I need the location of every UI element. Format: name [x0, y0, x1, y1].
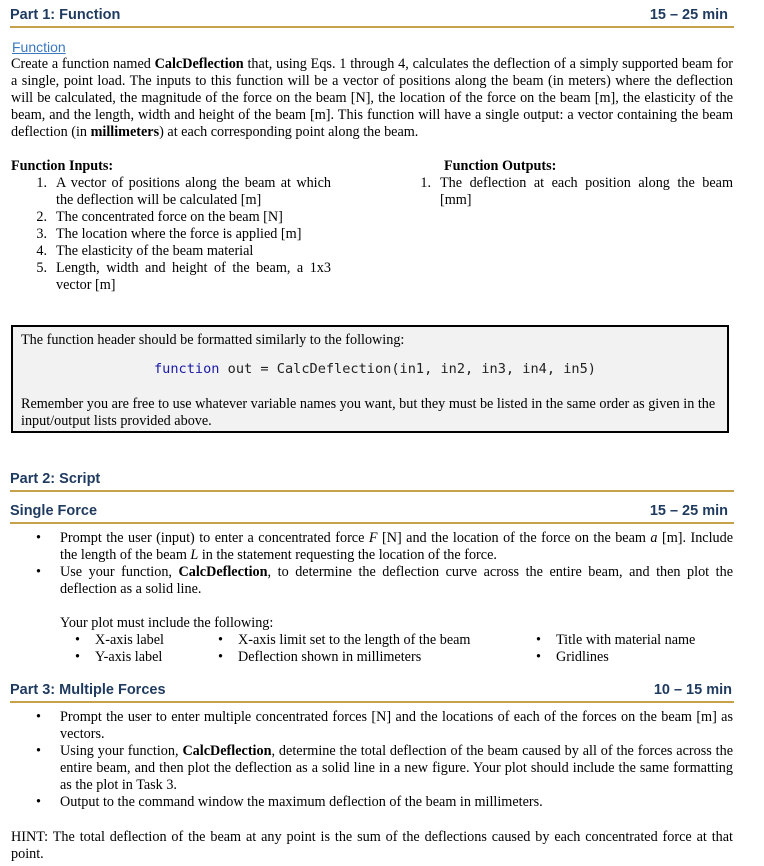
list-item	[36, 794, 733, 811]
list-item	[218, 632, 470, 649]
list-item	[75, 632, 164, 649]
part3-time: 10 – 15 min	[653, 682, 732, 698]
bullet-icon: •	[218, 632, 223, 648]
bullet-icon: •	[36, 794, 41, 810]
bullet-icon: •	[36, 564, 41, 580]
item-number: 4.	[36, 243, 47, 259]
requirement-text: Y-axis label	[95, 649, 163, 665]
list-item	[36, 530, 733, 564]
requirements-col-2	[218, 632, 470, 666]
list-item	[36, 709, 733, 743]
input-item	[11, 175, 331, 209]
function-header-code	[154, 361, 596, 377]
list-item	[75, 649, 164, 666]
text-segment: Prompt the user (input) to enter a concentrated force	[60, 530, 369, 546]
bullet-icon: •	[218, 649, 223, 665]
inputs-title: Function Inputs:	[11, 158, 114, 174]
requirement-text: X-axis label	[95, 632, 164, 648]
function-subheading: Function	[12, 39, 66, 55]
text-segment: , determine the total deflection of the beam caused by all of the forces across the entire beam, and then plot the deflection as a solid line in a new figure. Your plot should include the same formatting as the plot in Task 3.	[60, 743, 733, 793]
item-text: Length, width and height of the beam, a 1x3 vector [m]	[56, 260, 331, 293]
function-header-box	[11, 325, 729, 433]
part1-time: 15 – 25 min	[649, 7, 728, 23]
single-force-header	[10, 500, 734, 524]
part2-title: Part 2: Script	[10, 471, 101, 487]
text-segment: [m]. Include the length of the beam	[60, 530, 734, 563]
item-text: The elasticity of the beam material	[56, 243, 254, 259]
requirement-text: Deflection shown in millimeters	[238, 649, 422, 665]
text-segment: Use your function,	[60, 564, 179, 580]
single-force-title: Single Force	[10, 503, 98, 519]
desc-text-2: that, using Eqs. 1 through 4, calculates the deflection of a simply supported beam for a single, point load. The inputs to this function will be a vector of positions along the beam (in meters) where the deflection will be calculated, the magnitude of the force on the beam [N], the location of the force on the beam [m], the elasticity of the beam, and the length, width and height of the beam [m]. This function will have a single output: a vector containing the beam deflection (in	[11, 56, 733, 140]
function-inputs	[11, 158, 331, 294]
item-number: 3.	[36, 226, 47, 242]
code-keyword: function	[154, 361, 220, 377]
desc-text-3: ) at each corresponding point along the beam.	[159, 124, 419, 140]
input-item	[11, 260, 331, 294]
desc-function-name: CalcDeflection	[154, 56, 244, 72]
item-number: 1.	[420, 175, 431, 191]
bullet-text	[60, 743, 733, 794]
item-number: 2.	[36, 209, 47, 225]
item-number: 1.	[36, 175, 47, 191]
hint-text: HINT: The total deflection of the beam at any point is the sum of the deflections caused by each concentrated force at that point.	[11, 829, 733, 862]
text-segment: , to determine the deflection curve across the entire beam, and then plot the deflection as a solid line.	[60, 564, 733, 597]
list-item	[536, 649, 695, 666]
item-text: The location where the force is applied [m]	[56, 226, 302, 242]
box-note: Remember you are free to use whatever variable names you want, but they must be listed in the same order as given in the input/output lists provided above.	[21, 396, 716, 429]
part3-header	[10, 679, 734, 703]
bullet-icon: •	[36, 743, 41, 759]
bullet-icon: •	[36, 709, 41, 725]
item-text: A vector of positions along the beam at which the deflection will be calculated [m]	[56, 175, 331, 208]
requirements-col-1	[75, 632, 164, 666]
bullet-text: Output to the command window the maximum deflection of the beam in millimeters.	[60, 794, 543, 810]
bullet-text	[60, 564, 733, 598]
input-item	[11, 226, 331, 243]
multiple-forces-bullets	[36, 709, 733, 811]
input-item	[11, 209, 331, 226]
desc-text-1: Create a function named	[11, 56, 155, 72]
output-item	[395, 175, 733, 209]
bullet-icon: •	[75, 649, 80, 665]
box-intro: The function header should be formatted similarly to the following:	[21, 332, 405, 348]
text-segment: [N] and the location of the force on the beam	[377, 530, 651, 546]
text-segment: Using your function,	[60, 743, 183, 759]
function-outputs	[395, 158, 733, 209]
function-name: CalcDeflection	[178, 564, 268, 580]
bullet-text	[60, 530, 733, 564]
part1-header	[10, 4, 734, 28]
var-F: F	[368, 530, 378, 546]
outputs-title: Function Outputs:	[444, 158, 557, 174]
list-item	[536, 632, 695, 649]
plot-requirements-intro: Your plot must include the following:	[60, 615, 274, 631]
part1-title: Part 1: Function	[10, 7, 121, 23]
var-L: L	[190, 547, 199, 563]
item-text: The deflection at each position along the beam [mm]	[440, 175, 733, 208]
requirement-text: X-axis limit set to the length of the beam	[238, 632, 471, 648]
list-item	[36, 743, 733, 794]
bullet-icon: •	[36, 530, 41, 546]
bullet-icon: •	[75, 632, 80, 648]
item-number: 5.	[36, 260, 47, 276]
single-force-time: 15 – 25 min	[649, 503, 728, 519]
bullet-icon: •	[536, 649, 541, 665]
bullet-icon: •	[536, 632, 541, 648]
code-signature: out = CalcDeflection(in1, in2, in3, in4, in5)	[219, 361, 596, 377]
requirement-text: Title with material name	[556, 632, 696, 648]
input-item	[11, 243, 331, 260]
list-item	[36, 564, 733, 598]
list-item	[218, 649, 470, 666]
part3-title: Part 3: Multiple Forces	[10, 682, 166, 698]
function-name: CalcDeflection	[182, 743, 272, 759]
text-segment: in the statement requesting the location of the force.	[198, 547, 497, 563]
desc-millimeters: millimeters	[90, 124, 160, 140]
requirements-col-3	[536, 632, 695, 666]
part2-header	[10, 468, 734, 492]
single-force-bullets	[36, 530, 733, 598]
function-description	[11, 56, 733, 141]
bullet-text: Prompt the user to enter multiple concentrated forces [N] and the locations of each of the forces on the beam [m] as vectors.	[60, 709, 733, 742]
requirement-text: Gridlines	[556, 649, 609, 665]
var-a: a	[650, 530, 658, 546]
item-text: The concentrated force on the beam [N]	[56, 209, 283, 225]
